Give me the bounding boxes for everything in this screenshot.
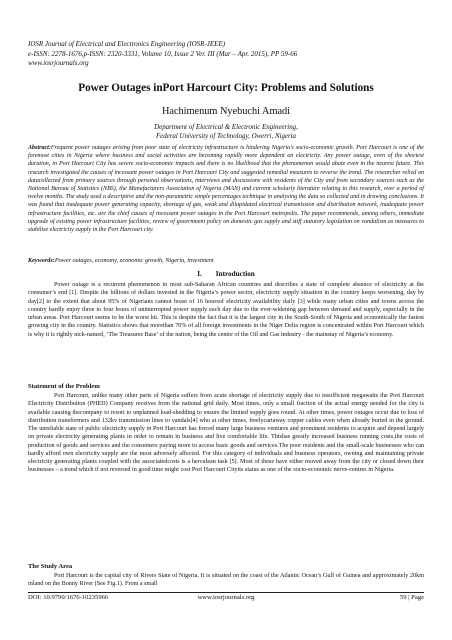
keywords [28, 257, 424, 265]
study-area-heading: The Study Area [28, 563, 73, 570]
affiliation-university: Federal University of Technology, Owerri, Nigeria [155, 133, 297, 140]
paper-author: Hachimenum Nyebuchi Amadi [161, 106, 291, 117]
keywords-text: Power outages, economy, economic growth, Nigeria, investment [54, 257, 214, 264]
journal-website-link[interactable]: www.iosrjournals.org [28, 59, 89, 68]
footer-page-number: 59 | Page [399, 594, 424, 601]
section-number: I. [197, 270, 202, 278]
introduction-paragraph: Power outage is a recurrent phenomenon in most sub-Saharan African countries and describes a state of complete absence of electricity at the consumer’s end [1]. Despite the billions of dollars invested in the Nigeria’s power sector, electricity supply situation in the country keeps worsening, day by day[2] to the extent that about 95% of Nigerians cannot boast of 16 hoursof electricity availability daily [3] while many urban cities and towns across the country hardly enjoy three to four hours of uninterrupted power supply each day due to the ever-widening gap between demand and supply, especially in the urban areas. Port Harcourt seems to be the worst hit. This is despite the fact that it is the largest city in the South-South of Nigeria and economically the fastest growing city in the country. Statistics shows that morethan 70% of all foreign investments in the Niger Delta region is concentrated within Port Harcourt which is why it is rightly nick-named, ‘The Treasures Base’ of the nation, being the centre of the Oil and Gas industry - the mainstay of Nigeria’s economy. [28, 282, 424, 338]
paper-title: Power Outages inPort Harcourt City: Problems and Solutions [78, 82, 374, 94]
study-area-paragraph: Port Harcourt is the capital city of Rivers State of Nigeria. It is situated on the coast of the Atlantic Ocean’s Gulf of Guinea and approximately 20km inland on the Bonny River (See Fig.1). From a small [28, 573, 424, 588]
abstract-label: Abstract: [28, 145, 51, 151]
section-heading-introduction [20, 270, 432, 278]
journal-name: IOSR Journal of Electrical and Electronics Engineering (IOSR-JEEE) [28, 40, 226, 48]
statement-paragraph: Port Harcourt, unlike many other parts of Nigeria suffers from acute shortage of electricity supply due to insufficient megawatts the Port Harcourt Electricity Distribution (PHED) Company receives from the national grid daily. Most times, only a small fraction of the actual energy needed for the city is available causing thecompany to resort to unplanned load-shedding to ensure the limited supply goes round. At other times, power outages occur due to loss of distribution transformers and 132kv transmission lines to vandals[4] who at other times, freelycartaway copper cables even when already buried in the ground. The unreliable state of public electricity supply in Port Harcourt has forced many large business ventures and prominent residents to acquire and depend largely on private electricity generating plants in order to remain in business and live comfortable life. Thishas greatly increased business running costs,the costs of production of goods and services and the consumers paying more to access basic goods and services.The poor residents and the small-scale businesses who can hardly afford own electricity supply are the most adversely affected. For this category of individuals and business operators, owning and maintaining private electricity generating plants coupled with the associatedcosts is a herculean task [5]. Most of these have either moved away from the city or closed down their businesses – a trend which if not reversed in good time might cost Port Harcourt Cityits status as one of the socio-economic nerve-centres in Nigeria. [28, 393, 424, 474]
journal-issn: e-ISSN: 2278-1676,p-ISSN: 2320-3331, Volume 10, Issue 2 Ver. III (Mar – Apr. 2015), PP 59-66 [28, 49, 298, 58]
footer-doi: DOI: 10.9790/1676-10235966 [28, 594, 109, 601]
footer-divider [28, 592, 424, 593]
footer-website-link[interactable]: www.iosrjournals.org [197, 594, 255, 601]
author-affiliation [20, 123, 432, 141]
section-title: Introduction [215, 270, 255, 278]
keywords-label: Keywords: [28, 257, 55, 264]
affiliation-department: Department of Electrical & Electronic Engineering, [154, 124, 298, 131]
abstract-text: Frequent power outages arising from poor state of electricity infrastructure is hindering Nigeria’s socio-economic growth. Port Harcourt is one of the foremost cities in Nigeria where business and social activities are becoming rapidly more dependent on electricity. Any power outage, even of the shortest duration, in Port Harcourt City has severe socio-economic impacts and there is no likelihood that the phenomenon would abate even in the nearest future. This research investigated the causes of incessant power outages in Port Harcourt City and suggested remedial measures to reverse the trend. The researcher relied on datacollected from primary sources through personal observations, interviews and discussions with residents of the City and from secondary sources such as the National Bureau of Statistics (NBS), the Manufacturers Association of Nigeria (MAN) and current scholarly literature relating to this research, over a period of twelve months. The study used a descriptive and the non-parametric simple percentages technique in analysing the data so collected and in drawing conclusions. It was found that inadequate power generating capacity, shortage of gas, weak and dilapidated electrical transmission and distribution network, inadequate power infrastructure facilities, etc. are the chief causes of incessant power outages in the Port Harcourt metropolis. The paper recommends, among others, immediate upgrade of existing power infrastructure facilities, review of government policy on domestic gas supply and stiff statutory legislation on vandalism as measures to stabilise electricity supply in the Port Harcourt city. [28, 145, 424, 234]
journal-header [28, 40, 428, 69]
statement-heading: Statement of the Problem [28, 383, 100, 390]
abstract [28, 144, 424, 234]
